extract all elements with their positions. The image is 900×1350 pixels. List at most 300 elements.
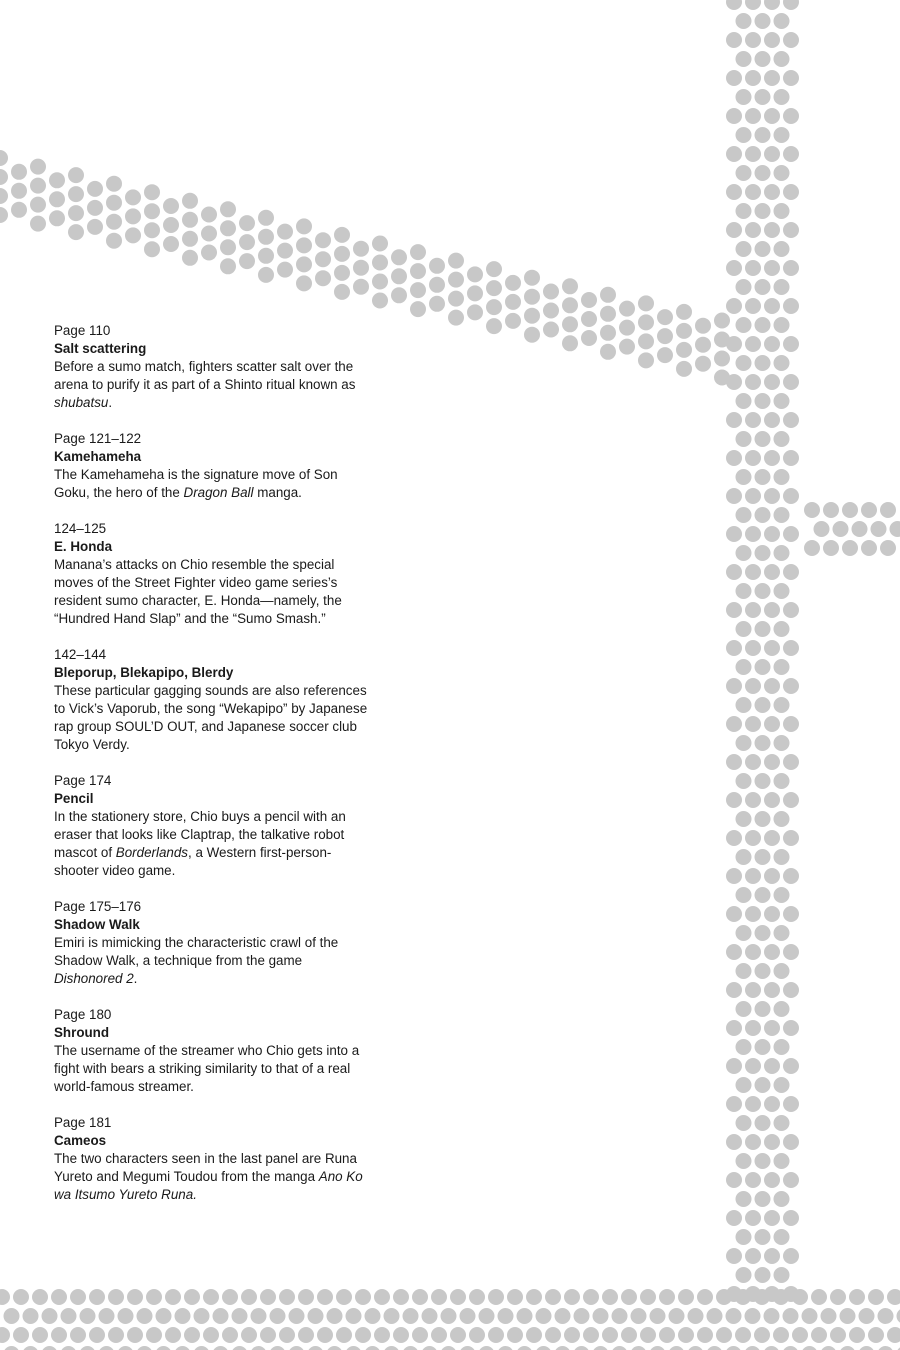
halftone-dot bbox=[755, 1267, 771, 1283]
halftone-dot bbox=[372, 293, 388, 309]
halftone-dot bbox=[317, 1327, 333, 1343]
note-body-segment: Emiri is mimicking the characteristic crawl of the Shadow Walk, a technique from the game bbox=[54, 935, 339, 968]
halftone-dot bbox=[108, 1327, 124, 1343]
halftone-dot bbox=[745, 1308, 761, 1324]
halftone-dot bbox=[736, 659, 752, 675]
halftone-dot bbox=[555, 1308, 571, 1324]
note-body bbox=[54, 1042, 374, 1096]
halftone-dot bbox=[315, 270, 331, 286]
halftone-dot bbox=[410, 282, 426, 298]
halftone-dot bbox=[220, 220, 236, 236]
halftone-dot bbox=[99, 1308, 115, 1324]
halftone-dot bbox=[868, 1289, 884, 1305]
halftone-dot bbox=[308, 1346, 324, 1350]
halftone-dot bbox=[144, 184, 160, 200]
halftone-dot bbox=[232, 1308, 248, 1324]
halftone-dot bbox=[0, 1327, 10, 1343]
halftone-dot bbox=[410, 244, 426, 260]
halftone-dot bbox=[726, 1134, 742, 1150]
halftone-dot bbox=[562, 335, 578, 351]
halftone-dot bbox=[106, 176, 122, 192]
halftone-dot bbox=[106, 214, 122, 230]
halftone-dot bbox=[726, 1308, 742, 1324]
halftone-dot bbox=[203, 1327, 219, 1343]
halftone-dot bbox=[583, 1327, 599, 1343]
halftone-dot bbox=[581, 292, 597, 308]
note-body bbox=[54, 466, 374, 502]
halftone-dot bbox=[754, 1289, 770, 1305]
halftone-dot bbox=[852, 521, 868, 537]
halftone-dot bbox=[251, 1346, 267, 1350]
halftone-dot bbox=[774, 849, 790, 865]
halftone-dot bbox=[745, 450, 761, 466]
halftone-dot bbox=[764, 70, 780, 86]
halftone-dot bbox=[657, 309, 673, 325]
halftone-dot bbox=[631, 1308, 647, 1324]
halftone-dot bbox=[736, 963, 752, 979]
halftone-dot bbox=[612, 1308, 628, 1324]
halftone-dot bbox=[726, 602, 742, 618]
halftone-dot bbox=[239, 253, 255, 269]
note-body bbox=[54, 934, 374, 988]
halftone-dot bbox=[619, 320, 635, 336]
halftone-dot bbox=[736, 51, 752, 67]
halftone-dot bbox=[270, 1308, 286, 1324]
halftone-dot bbox=[755, 659, 771, 675]
halftone-dot bbox=[517, 1346, 533, 1350]
halftone-dot bbox=[678, 1327, 694, 1343]
halftone-dot bbox=[774, 127, 790, 143]
halftone-dot bbox=[106, 233, 122, 249]
halftone-dot bbox=[479, 1346, 495, 1350]
halftone-dot bbox=[125, 208, 141, 224]
halftone-dot bbox=[735, 1327, 751, 1343]
halftone-dot bbox=[346, 1308, 362, 1324]
halftone-dot bbox=[745, 792, 761, 808]
halftone-dot bbox=[707, 1346, 723, 1350]
halftone-dot bbox=[745, 260, 761, 276]
halftone-dot bbox=[736, 697, 752, 713]
halftone-dot bbox=[61, 1308, 77, 1324]
halftone-dot bbox=[593, 1346, 609, 1350]
halftone-dot bbox=[736, 1039, 752, 1055]
halftone-dot bbox=[327, 1308, 343, 1324]
halftone-dot bbox=[755, 241, 771, 257]
halftone-dot bbox=[619, 339, 635, 355]
halftone-dot bbox=[783, 526, 799, 542]
halftone-dot bbox=[736, 1001, 752, 1017]
halftone-dot bbox=[764, 32, 780, 48]
note-body bbox=[54, 808, 374, 880]
halftone-dot bbox=[716, 1327, 732, 1343]
note-page-reference: Page 110 bbox=[54, 323, 111, 338]
halftone-dot bbox=[308, 1308, 324, 1324]
halftone-dot bbox=[412, 1327, 428, 1343]
halftone-dot bbox=[755, 849, 771, 865]
halftone-dot bbox=[792, 1289, 808, 1305]
halftone-dot bbox=[745, 1096, 761, 1112]
halftone-dot bbox=[296, 275, 312, 291]
note-title: Salt scattering bbox=[54, 341, 147, 356]
note-title: Pencil bbox=[54, 791, 94, 806]
halftone-dot bbox=[736, 1077, 752, 1093]
halftone-dot bbox=[726, 108, 742, 124]
halftone-dot bbox=[125, 227, 141, 243]
halftone-dot bbox=[334, 227, 350, 243]
halftone-dot bbox=[811, 1289, 827, 1305]
halftone-dot bbox=[448, 310, 464, 326]
halftone-dot bbox=[650, 1308, 666, 1324]
note-page-reference: 124–125 bbox=[54, 521, 107, 536]
halftone-dot bbox=[755, 963, 771, 979]
halftone-dot bbox=[774, 811, 790, 827]
halftone-dot bbox=[87, 181, 103, 197]
translation-note bbox=[54, 1114, 374, 1204]
halftone-dot bbox=[736, 735, 752, 751]
halftone-dot bbox=[260, 1327, 276, 1343]
halftone-dot bbox=[783, 602, 799, 618]
halftone-dot bbox=[536, 1346, 552, 1350]
halftone-dot bbox=[144, 222, 160, 238]
halftone-dot bbox=[422, 1346, 438, 1350]
halftone-dot bbox=[878, 1308, 894, 1324]
halftone-dot bbox=[764, 1308, 780, 1324]
note-body-segment: The Kamehameha is the signature move of Son Goku, the hero of the bbox=[54, 467, 338, 500]
halftone-dot bbox=[583, 1289, 599, 1305]
halftone-dot bbox=[764, 184, 780, 200]
halftone-dot bbox=[213, 1308, 229, 1324]
halftone-dot bbox=[823, 502, 839, 518]
halftone-dot bbox=[745, 1020, 761, 1036]
halftone-dot bbox=[804, 540, 820, 556]
halftone-dot bbox=[707, 1308, 723, 1324]
halftone-dot bbox=[581, 330, 597, 346]
halftone-dot bbox=[745, 146, 761, 162]
halftone-dot bbox=[764, 754, 780, 770]
halftone-dot bbox=[755, 735, 771, 751]
halftone-dot bbox=[30, 216, 46, 232]
halftone-dot bbox=[429, 258, 445, 274]
note-title: Bleporup, Blekapipo, Blerdy bbox=[54, 665, 234, 680]
halftone-dot bbox=[774, 773, 790, 789]
halftone-dot bbox=[823, 540, 839, 556]
halftone-dot bbox=[783, 222, 799, 238]
halftone-dot bbox=[745, 1210, 761, 1226]
halftone-dot bbox=[736, 849, 752, 865]
halftone-dot bbox=[849, 1289, 865, 1305]
halftone-dot bbox=[640, 1327, 656, 1343]
halftone-dot bbox=[507, 1327, 523, 1343]
halftone-dot bbox=[51, 1289, 67, 1305]
halftone-dot bbox=[736, 507, 752, 523]
halftone-dot bbox=[755, 545, 771, 561]
halftone-dot bbox=[821, 1346, 837, 1350]
halftone-dot bbox=[840, 1308, 856, 1324]
halftone-dot bbox=[32, 1327, 48, 1343]
halftone-dot bbox=[764, 944, 780, 960]
halftone-dot bbox=[774, 507, 790, 523]
halftone-dot bbox=[144, 203, 160, 219]
halftone-dot bbox=[745, 944, 761, 960]
halftone-dot bbox=[70, 1289, 86, 1305]
halftone-dot bbox=[726, 298, 742, 314]
halftone-dot bbox=[783, 678, 799, 694]
halftone-dot bbox=[736, 355, 752, 371]
halftone-dot bbox=[460, 1308, 476, 1324]
halftone-dot bbox=[353, 279, 369, 295]
halftone-dot bbox=[802, 1346, 818, 1350]
halftone-dot bbox=[450, 1289, 466, 1305]
halftone-dot bbox=[792, 1327, 808, 1343]
note-body-segment: The two characters seen in the last panel are Runa Yureto and Megumi Toudou from the manga bbox=[54, 1151, 357, 1184]
halftone-dot bbox=[736, 545, 752, 561]
halftone-dot bbox=[659, 1327, 675, 1343]
halftone-dot bbox=[774, 621, 790, 637]
halftone-dot bbox=[714, 370, 730, 386]
halftone-dot bbox=[99, 1346, 115, 1350]
halftone-dot bbox=[736, 393, 752, 409]
note-title: Cameos bbox=[54, 1133, 107, 1148]
halftone-dot bbox=[460, 1346, 476, 1350]
halftone-dot bbox=[861, 540, 877, 556]
note-body-segment: Manana’s attacks on Chio resemble the special moves of the Street Fighter video game series’s resident sumo character, E. Honda—namely, the “Hundred Hand Slap” and the “Sumo Smash.” bbox=[54, 557, 342, 626]
halftone-dot bbox=[334, 284, 350, 300]
halftone-dot bbox=[108, 1289, 124, 1305]
halftone-dot bbox=[365, 1346, 381, 1350]
halftone-dot bbox=[507, 1289, 523, 1305]
halftone-dot bbox=[239, 234, 255, 250]
halftone-dot bbox=[774, 735, 790, 751]
note-page-reference: Page 174 bbox=[54, 773, 112, 788]
halftone-dot bbox=[469, 1327, 485, 1343]
halftone-dot bbox=[755, 1077, 771, 1093]
halftone-dot bbox=[764, 336, 780, 352]
halftone-dot bbox=[735, 1289, 751, 1305]
halftone-dot bbox=[783, 944, 799, 960]
halftone-dot bbox=[755, 431, 771, 447]
halftone-dot bbox=[334, 246, 350, 262]
halftone-dot bbox=[755, 393, 771, 409]
halftone-dot bbox=[222, 1327, 238, 1343]
halftone-dot bbox=[774, 697, 790, 713]
halftone-dot bbox=[564, 1327, 580, 1343]
halftone-dot bbox=[745, 1134, 761, 1150]
note-body-segment: , a Western first-person-shooter video game. bbox=[54, 845, 332, 878]
halftone-dot bbox=[736, 241, 752, 257]
halftone-dot bbox=[774, 355, 790, 371]
halftone-dot bbox=[774, 659, 790, 675]
halftone-dot bbox=[755, 89, 771, 105]
halftone-dot bbox=[0, 1289, 10, 1305]
halftone-dot bbox=[182, 193, 198, 209]
halftone-dot bbox=[631, 1346, 647, 1350]
halftone-dot bbox=[600, 287, 616, 303]
halftone-dot bbox=[175, 1346, 191, 1350]
halftone-dot bbox=[714, 332, 730, 348]
note-page-reference: Page 180 bbox=[54, 1007, 112, 1022]
halftone-dot bbox=[726, 868, 742, 884]
halftone-dot bbox=[755, 1001, 771, 1017]
halftone-dot bbox=[830, 1327, 846, 1343]
halftone-dot bbox=[355, 1327, 371, 1343]
halftone-dot bbox=[745, 184, 761, 200]
halftone-dot bbox=[68, 205, 84, 221]
halftone-dot bbox=[878, 1346, 894, 1350]
halftone-dot bbox=[524, 270, 540, 286]
halftone-dot bbox=[880, 540, 896, 556]
halftone-dot bbox=[327, 1346, 343, 1350]
halftone-dot bbox=[726, 526, 742, 542]
halftone-dot bbox=[745, 526, 761, 542]
halftone-dot bbox=[258, 267, 274, 283]
halftone-dot bbox=[755, 621, 771, 637]
halftone-dot bbox=[764, 1210, 780, 1226]
note-body-segment: The username of the streamer who Chio gets into a fight with bears a striking similarity to that of a real world-famous streamer. bbox=[54, 1043, 360, 1094]
halftone-dot bbox=[87, 219, 103, 235]
halftone-dot bbox=[745, 678, 761, 694]
halftone-dot bbox=[201, 226, 217, 242]
halftone-dot bbox=[755, 507, 771, 523]
halftone-dot bbox=[279, 1289, 295, 1305]
halftone-dot bbox=[773, 1327, 789, 1343]
halftone-dot bbox=[659, 1289, 675, 1305]
halftone-dot bbox=[774, 1115, 790, 1131]
halftone-dot bbox=[241, 1289, 257, 1305]
halftone-dot bbox=[498, 1346, 514, 1350]
halftone-dot bbox=[296, 218, 312, 234]
halftone-dot bbox=[581, 311, 597, 327]
halftone-dot bbox=[505, 275, 521, 291]
translation-note bbox=[54, 646, 374, 754]
halftone-dot bbox=[393, 1327, 409, 1343]
halftone-dot bbox=[505, 313, 521, 329]
halftone-dot bbox=[80, 1346, 96, 1350]
halftone-dot bbox=[774, 203, 790, 219]
halftone-dot bbox=[695, 356, 711, 372]
halftone-dot bbox=[467, 266, 483, 282]
halftone-dot bbox=[372, 274, 388, 290]
halftone-dot bbox=[755, 925, 771, 941]
halftone-dot bbox=[774, 51, 790, 67]
halftone-dot bbox=[277, 262, 293, 278]
halftone-dot bbox=[669, 1308, 685, 1324]
halftone-dot bbox=[448, 253, 464, 269]
halftone-dot bbox=[678, 1289, 694, 1305]
halftone-dot bbox=[745, 32, 761, 48]
halftone-dot bbox=[612, 1346, 628, 1350]
halftone-dot bbox=[745, 336, 761, 352]
halftone-dot bbox=[602, 1327, 618, 1343]
halftone-dot bbox=[755, 1229, 771, 1245]
halftone-dot bbox=[849, 1327, 865, 1343]
halftone-dot bbox=[486, 299, 502, 315]
halftone-dot bbox=[11, 164, 27, 180]
note-title: E. Honda bbox=[54, 539, 113, 554]
halftone-dot bbox=[755, 1191, 771, 1207]
halftone-dot bbox=[336, 1289, 352, 1305]
note-body-segment: Before a sumo match, fighters scatter salt over the arena to purify it as part of a Shinto ritual known as bbox=[54, 359, 356, 392]
halftone-dot bbox=[412, 1289, 428, 1305]
halftone-dot bbox=[754, 1327, 770, 1343]
halftone-dot bbox=[783, 1308, 799, 1324]
halftone-dot bbox=[714, 313, 730, 329]
halftone-dot bbox=[4, 1308, 20, 1324]
halftone-dot bbox=[783, 374, 799, 390]
note-title: Shround bbox=[54, 1025, 110, 1040]
note-title: Kamehameha bbox=[54, 449, 142, 464]
halftone-dot bbox=[277, 243, 293, 259]
halftone-dot bbox=[764, 526, 780, 542]
halftone-dot bbox=[897, 1346, 900, 1350]
halftone-dot bbox=[726, 830, 742, 846]
halftone-dot bbox=[745, 1172, 761, 1188]
halftone-dot bbox=[774, 1191, 790, 1207]
halftone-dot bbox=[745, 222, 761, 238]
halftone-dot bbox=[764, 564, 780, 580]
halftone-dot bbox=[842, 502, 858, 518]
halftone-dot bbox=[764, 868, 780, 884]
halftone-dot bbox=[372, 236, 388, 252]
halftone-dot bbox=[726, 1096, 742, 1112]
halftone-dot bbox=[429, 277, 445, 293]
halftone-dot bbox=[638, 295, 654, 311]
halftone-dot bbox=[783, 0, 799, 10]
halftone-dot bbox=[317, 1289, 333, 1305]
halftone-dot bbox=[315, 232, 331, 248]
halftone-dot bbox=[374, 1289, 390, 1305]
halftone-dot bbox=[486, 261, 502, 277]
halftone-dot bbox=[764, 374, 780, 390]
halftone-dot bbox=[783, 754, 799, 770]
halftone-dot bbox=[486, 318, 502, 334]
halftone-dot bbox=[774, 925, 790, 941]
halftone-dot bbox=[745, 564, 761, 580]
halftone-dot bbox=[118, 1346, 134, 1350]
halftone-dot bbox=[783, 1096, 799, 1112]
halftone-dot bbox=[201, 207, 217, 223]
halftone-dot bbox=[374, 1327, 390, 1343]
halftone-dot bbox=[289, 1346, 305, 1350]
halftone-dot bbox=[543, 322, 559, 338]
halftone-dot bbox=[774, 887, 790, 903]
halftone-dot bbox=[726, 184, 742, 200]
halftone-dot bbox=[745, 488, 761, 504]
halftone-dot bbox=[736, 203, 752, 219]
halftone-dot bbox=[755, 1115, 771, 1131]
halftone-dot bbox=[448, 291, 464, 307]
halftone-dot bbox=[543, 303, 559, 319]
halftone-dot bbox=[562, 297, 578, 313]
halftone-dot bbox=[783, 32, 799, 48]
halftone-dot bbox=[593, 1308, 609, 1324]
note-body-segment: These particular gagging sounds are also references to Vick’s Vaporub, the song “Wekapipo” by Japanese rap group SOUL’D OUT, and Japanese soccer club Tokyo Verdy. bbox=[54, 683, 368, 752]
halftone-dot bbox=[68, 167, 84, 183]
halftone-dot bbox=[726, 450, 742, 466]
halftone-dot bbox=[467, 285, 483, 301]
halftone-dot bbox=[562, 278, 578, 294]
note-page-reference: 142–144 bbox=[54, 647, 107, 662]
halftone-dot bbox=[755, 469, 771, 485]
halftone-dot bbox=[194, 1308, 210, 1324]
halftone-dot bbox=[524, 289, 540, 305]
halftone-dot bbox=[859, 1308, 875, 1324]
halftone-dot bbox=[764, 640, 780, 656]
halftone-dot bbox=[688, 1308, 704, 1324]
halftone-dot bbox=[638, 352, 654, 368]
halftone-dot bbox=[13, 1289, 29, 1305]
halftone-dot bbox=[564, 1289, 580, 1305]
halftone-dot bbox=[391, 287, 407, 303]
